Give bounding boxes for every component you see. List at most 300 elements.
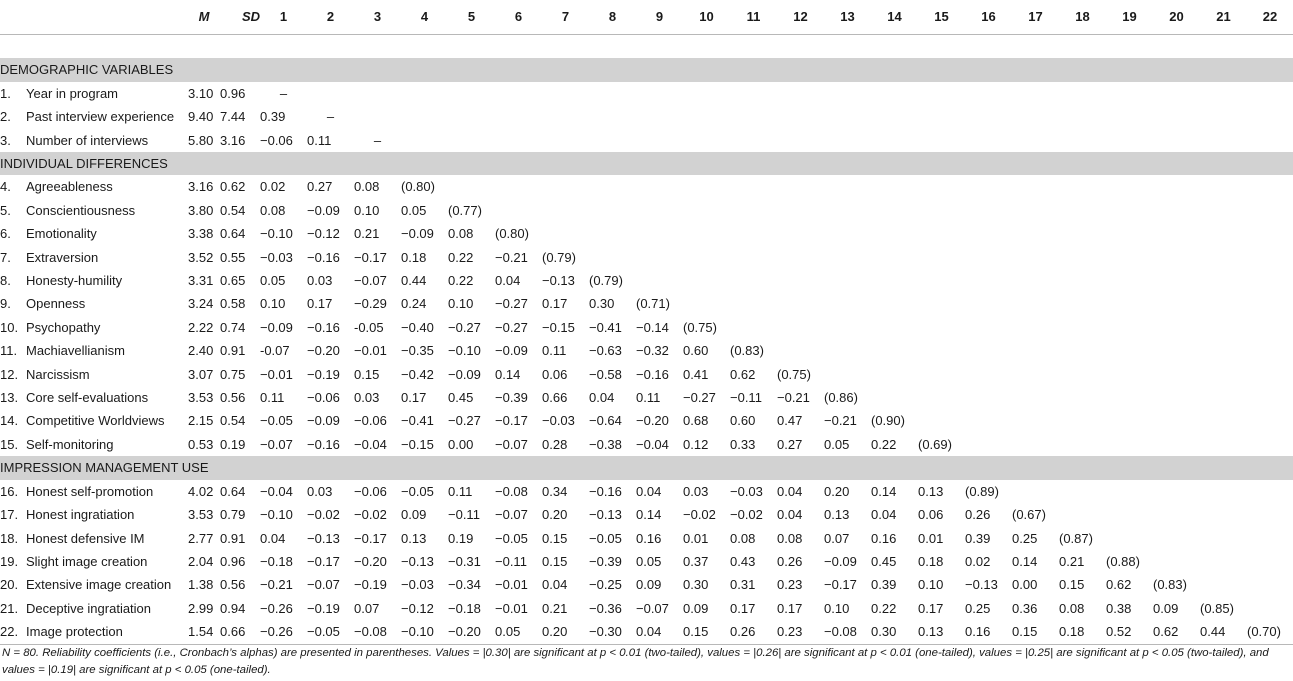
header-col-9: 9 — [636, 0, 683, 35]
mean-cell: 3.53 — [188, 390, 214, 406]
correlation-cell — [965, 409, 1012, 432]
table-row — [0, 339, 1293, 362]
variable-cell — [0, 573, 188, 596]
variable-cell — [0, 105, 188, 128]
correlation-cell — [1153, 292, 1200, 315]
correlation-cell: 0.09 — [1153, 600, 1179, 616]
correlation-cell — [1106, 386, 1153, 409]
correlation-cell: −0.05 — [401, 483, 434, 499]
correlation-cell: 0.04 — [777, 483, 803, 499]
correlation-cell: −0.30 — [589, 620, 636, 644]
correlation-cell — [777, 129, 824, 152]
correlation-cell — [918, 269, 965, 292]
variable-number: 20. — [0, 577, 19, 593]
correlation-cell: 0.20 — [542, 620, 589, 644]
correlation-cell: −0.17 — [824, 577, 857, 593]
correlation-cell: −0.17 — [307, 553, 340, 569]
mean-cell: 1.54 — [188, 620, 220, 644]
correlation-cell: −0.01 — [495, 600, 528, 616]
correlation-cell — [589, 82, 636, 105]
correlation-cell — [1012, 105, 1059, 128]
correlation-cell: 0.04 — [636, 483, 662, 499]
correlation-cell: 0.10 — [918, 577, 944, 593]
correlation-cell: 0.04 — [777, 507, 803, 523]
correlation-cell: 0.08 — [448, 226, 474, 242]
correlation-cell: 0.04 — [871, 507, 897, 523]
correlation-cell — [777, 269, 824, 292]
correlation-cell: −0.04 — [636, 436, 669, 452]
variable-name: Extensive image creation — [26, 577, 172, 593]
correlation-cell: 0.24 — [401, 296, 427, 312]
correlation-cell — [918, 129, 965, 152]
correlation-cell — [1247, 199, 1293, 222]
correlation-cell — [683, 222, 730, 245]
header-col-8: 8 — [589, 0, 636, 35]
correlation-cell — [965, 129, 1012, 152]
correlation-cell: 0.66 — [542, 390, 568, 406]
correlation-cell: 0.18 — [918, 553, 944, 569]
correlation-cell — [730, 105, 777, 128]
correlation-cell — [824, 199, 871, 222]
correlation-cell — [1247, 339, 1293, 362]
correlation-cell — [1200, 316, 1247, 339]
correlation-cell — [871, 316, 918, 339]
correlation-cell: −0.16 — [636, 366, 669, 382]
correlation-cell: 0.22 — [871, 436, 897, 452]
correlation-cell: 0.06 — [918, 507, 944, 523]
sd-cell: 0.62 — [220, 179, 246, 195]
correlation-cell — [965, 292, 1012, 315]
correlation-cell: 0.44 — [1200, 620, 1247, 644]
sd-cell: 0.79 — [220, 507, 246, 523]
correlation-cell — [1247, 222, 1293, 245]
correlation-cell — [1247, 316, 1293, 339]
correlation-cell — [1153, 82, 1200, 105]
correlation-cell: 0.17 — [918, 600, 944, 616]
correlation-cell — [1059, 246, 1106, 269]
correlation-cell — [1200, 292, 1247, 315]
correlation-cell: (0.83) — [730, 343, 764, 359]
mean-cell: 3.24 — [188, 296, 214, 312]
correlation-cell — [683, 246, 730, 269]
correlation-cell — [965, 105, 1012, 128]
table-row — [0, 363, 1293, 386]
variable-cell — [0, 82, 188, 105]
correlation-cell: (0.86) — [824, 390, 858, 406]
correlation-cell — [965, 175, 1012, 198]
correlation-cell: −0.16 — [307, 436, 340, 452]
header-col-21: 21 — [1200, 0, 1247, 35]
correlation-cell — [1106, 433, 1153, 456]
sd-cell: 0.54 — [220, 413, 246, 429]
correlation-cell — [1247, 129, 1293, 152]
correlation-cell: 0.03 — [307, 483, 333, 499]
correlation-cell: −0.03 — [542, 413, 575, 429]
correlation-cell: (0.85) — [1200, 600, 1234, 616]
mean-cell: 3.80 — [188, 202, 214, 218]
correlation-cell — [636, 105, 683, 128]
variable-name: Extraversion — [26, 249, 99, 265]
correlation-cell: 0.15 — [542, 553, 568, 569]
correlation-cell — [1200, 222, 1247, 245]
correlation-cell: 0.07 — [354, 600, 380, 616]
correlation-cell — [1247, 409, 1293, 432]
table-row — [0, 386, 1293, 409]
correlation-cell: (0.75) — [777, 366, 811, 382]
table-row — [0, 480, 1293, 503]
header-col-6: 6 — [495, 0, 542, 35]
correlation-cell: 0.17 — [542, 296, 568, 312]
correlation-cell — [1059, 316, 1106, 339]
correlation-cell — [1059, 363, 1106, 386]
variable-name: Honesty-humility — [26, 273, 123, 289]
correlation-cell — [871, 199, 918, 222]
mean-cell: 9.40 — [188, 109, 214, 125]
sd-cell: 0.96 — [220, 553, 246, 569]
correlation-cell: 0.10 — [354, 202, 380, 218]
correlation-cell — [824, 269, 871, 292]
correlation-cell — [871, 363, 918, 386]
correlation-cell — [589, 129, 636, 152]
correlation-cell: 0.07 — [824, 530, 850, 546]
mean-cell: 3.53 — [188, 507, 214, 523]
correlation-cell — [1153, 129, 1200, 152]
variable-number: 2. — [0, 109, 11, 125]
correlation-cell — [871, 175, 918, 198]
correlation-cell: −0.58 — [589, 366, 622, 382]
correlation-cell — [918, 292, 965, 315]
correlation-cell: −0.15 — [401, 436, 434, 452]
correlation-cell: −0.25 — [589, 577, 622, 593]
correlation-cell — [683, 105, 730, 128]
variable-cell — [0, 339, 188, 362]
sd-cell: 0.75 — [220, 366, 246, 382]
correlation-cell — [354, 82, 401, 105]
correlation-cell: 0.14 — [495, 366, 521, 382]
sd-cell: 7.44 — [220, 109, 246, 125]
header-col-14: 14 — [871, 0, 918, 35]
correlation-cell: −0.06 — [307, 390, 340, 406]
correlation-cell — [730, 199, 777, 222]
correlation-cell — [1247, 269, 1293, 292]
correlation-cell: 0.30 — [589, 296, 615, 312]
correlation-cell — [777, 246, 824, 269]
header-col-2: 2 — [307, 0, 354, 35]
correlation-cell — [965, 363, 1012, 386]
correlation-cell — [871, 129, 918, 152]
correlation-cell — [1200, 550, 1247, 573]
table-row — [0, 503, 1293, 526]
correlation-cell: 0.17 — [307, 296, 333, 312]
correlation-cell: 0.52 — [1106, 620, 1153, 644]
correlation-cell: −0.09 — [495, 343, 528, 359]
correlation-cell: 0.21 — [542, 600, 568, 616]
correlation-cell — [965, 269, 1012, 292]
correlation-cell — [1012, 199, 1059, 222]
correlation-cell — [824, 129, 871, 152]
correlation-cell: (0.88) — [1106, 553, 1140, 569]
correlation-cell: 0.00 — [448, 436, 474, 452]
correlation-cell — [918, 199, 965, 222]
correlation-cell: −0.02 — [354, 507, 387, 523]
correlation-cell — [1153, 480, 1200, 503]
mean-cell: 3.31 — [188, 273, 214, 289]
correlation-cell: −0.07 — [354, 273, 387, 289]
table-row — [0, 292, 1293, 315]
correlation-cell: 0.27 — [307, 179, 333, 195]
header-col-4: 4 — [401, 0, 448, 35]
correlation-cell — [1012, 363, 1059, 386]
correlation-cell: 0.36 — [1012, 600, 1038, 616]
correlation-cell — [965, 199, 1012, 222]
section-header-row — [0, 58, 1293, 81]
table-row — [0, 82, 1293, 105]
sd-cell: 0.19 — [220, 436, 246, 452]
correlation-cell — [589, 105, 636, 128]
correlation-cell: 0.15 — [1012, 620, 1059, 644]
correlation-cell — [965, 386, 1012, 409]
correlation-cell: −0.08 — [824, 620, 871, 644]
correlation-cell: 0.31 — [730, 577, 756, 593]
correlation-cell — [1012, 222, 1059, 245]
correlation-cell — [918, 246, 965, 269]
variable-name: Deceptive ingratiation — [26, 600, 152, 616]
variable-name: Number of interviews — [26, 132, 149, 148]
correlation-cell: −0.16 — [589, 483, 622, 499]
mean-cell: 3.38 — [188, 226, 214, 242]
correlation-cell — [918, 316, 965, 339]
correlation-cell: (0.77) — [448, 202, 482, 218]
variable-cell — [0, 503, 188, 526]
correlation-cell: 0.04 — [542, 577, 568, 593]
correlation-cell — [1153, 503, 1200, 526]
mean-cell: 1.38 — [188, 577, 214, 593]
correlation-cell: −0.34 — [448, 577, 481, 593]
table-body — [0, 35, 1293, 645]
correlation-cell: 0.11 — [307, 132, 332, 148]
correlation-cell — [1012, 129, 1059, 152]
table-row — [0, 620, 1293, 644]
correlation-cell: 0.22 — [871, 600, 897, 616]
variable-number: 18. — [0, 530, 19, 546]
variable-number: 21. — [0, 600, 19, 616]
variable-number: 19. — [0, 553, 19, 569]
variable-name: Past interview experience — [26, 109, 175, 125]
correlation-cell: 0.60 — [730, 413, 756, 429]
correlation-cell — [1247, 550, 1293, 573]
variable-number: 22. — [0, 624, 19, 640]
correlation-cell: 0.11 — [260, 390, 285, 406]
correlation-cell — [1247, 503, 1293, 526]
correlation-cell: −0.21 — [495, 249, 528, 265]
correlation-cell — [1200, 269, 1247, 292]
variable-number: 15. — [0, 436, 19, 452]
correlation-cell: 0.02 — [260, 179, 286, 195]
table-row — [0, 222, 1293, 245]
correlation-cell — [401, 105, 448, 128]
correlation-cell — [1153, 175, 1200, 198]
correlation-cell: 0.03 — [683, 483, 709, 499]
correlation-cell — [683, 292, 730, 315]
correlation-cell: −0.06 — [354, 413, 387, 429]
correlation-cell — [1106, 82, 1153, 105]
correlation-cell: (0.87) — [1059, 530, 1093, 546]
correlation-cell: 0.20 — [542, 507, 568, 523]
variable-cell — [0, 246, 188, 269]
correlation-cell: (0.90) — [871, 413, 905, 429]
mean-cell: 0.53 — [188, 436, 214, 452]
correlation-cell: 0.09 — [636, 577, 662, 593]
variable-cell — [0, 129, 188, 152]
variable-number: 10. — [0, 319, 19, 335]
mean-cell: 2.22 — [188, 319, 214, 335]
correlation-cell: 0.39 — [871, 577, 897, 593]
correlation-cell: 0.25 — [965, 600, 991, 616]
correlation-cell: −0.41 — [589, 319, 622, 335]
correlation-cell: −0.12 — [307, 226, 340, 242]
correlation-cell — [1106, 316, 1153, 339]
correlation-cell: 0.02 — [965, 553, 991, 569]
correlation-cell: −0.26 — [260, 620, 307, 644]
correlation-cell — [1012, 409, 1059, 432]
correlation-cell: −0.17 — [354, 530, 387, 546]
correlation-cell — [777, 222, 824, 245]
correlation-cell — [1059, 222, 1106, 245]
correlation-cell — [1153, 386, 1200, 409]
correlation-cell: −0.27 — [683, 390, 716, 406]
header-col-20: 20 — [1153, 0, 1200, 35]
correlation-cell: 0.04 — [495, 273, 521, 289]
spacer-row — [0, 35, 1293, 59]
header-col-11: 11 — [730, 0, 777, 35]
correlation-cell: 0.44 — [401, 273, 427, 289]
correlation-cell: −0.13 — [589, 507, 622, 523]
correlation-cell — [1153, 339, 1200, 362]
correlation-cell — [824, 292, 871, 315]
section-title: INDIVIDUAL DIFFERENCES — [0, 152, 1293, 175]
correlation-cell: −0.03 — [260, 249, 293, 265]
sd-cell: 0.54 — [220, 202, 246, 218]
correlation-cell — [1106, 175, 1153, 198]
correlation-cell — [871, 222, 918, 245]
correlation-cell: (0.70) — [1247, 620, 1293, 644]
correlation-cell — [777, 199, 824, 222]
correlation-cell: 0.04 — [636, 620, 683, 644]
correlation-cell: −0.16 — [307, 249, 340, 265]
correlation-cell: −0.26 — [260, 600, 293, 616]
correlation-cell: 0.33 — [730, 436, 756, 452]
correlation-cell: −0.08 — [495, 483, 528, 499]
variable-cell — [0, 269, 188, 292]
correlation-cell — [636, 199, 683, 222]
correlation-cell — [1200, 363, 1247, 386]
correlation-cell — [1247, 597, 1293, 620]
correlation-cell — [1153, 363, 1200, 386]
correlation-cell: 0.28 — [542, 436, 568, 452]
correlation-cell — [1106, 339, 1153, 362]
correlation-cell — [918, 386, 965, 409]
correlation-cell — [683, 175, 730, 198]
mean-cell: 2.40 — [188, 343, 214, 359]
variable-cell — [0, 409, 188, 432]
correlation-cell: −0.10 — [260, 507, 293, 523]
correlation-cell — [683, 199, 730, 222]
correlation-cell: −0.05 — [307, 620, 354, 644]
correlation-cell — [1200, 503, 1247, 526]
mean-cell: 2.77 — [188, 530, 214, 546]
correlation-cell — [589, 246, 636, 269]
correlation-cell — [824, 82, 871, 105]
table-row — [0, 129, 1293, 152]
correlation-cell: −0.07 — [636, 600, 669, 616]
correlation-cell: −0.13 — [542, 273, 575, 289]
correlation-cell: 0.09 — [683, 600, 709, 616]
correlation-cell: 0.08 — [260, 202, 286, 218]
correlation-cell — [495, 105, 542, 128]
correlation-cell: 0.39 — [965, 530, 991, 546]
sd-cell: 0.66 — [220, 620, 260, 644]
correlation-cell: −0.01 — [260, 366, 293, 382]
correlation-cell: 0.23 — [777, 620, 824, 644]
header-col-16: 16 — [965, 0, 1012, 35]
table-row — [0, 246, 1293, 269]
table-row — [0, 573, 1293, 596]
correlation-cell: −0.11 — [448, 507, 480, 523]
correlation-cell — [1247, 82, 1293, 105]
table-row — [0, 527, 1293, 550]
correlation-cell — [1153, 409, 1200, 432]
correlation-cell: 0.45 — [448, 390, 474, 406]
correlation-cell — [401, 82, 448, 105]
correlation-cell: 0.47 — [777, 413, 803, 429]
correlation-cell: −0.13 — [307, 530, 340, 546]
correlation-cell: 0.20 — [824, 483, 850, 499]
variable-number: 11. — [0, 343, 18, 359]
correlation-cell: 0.11 — [636, 390, 661, 406]
correlation-cell — [1012, 433, 1059, 456]
table-row — [0, 105, 1293, 128]
correlation-cell — [1059, 409, 1106, 432]
correlation-cell — [1200, 527, 1247, 550]
correlation-cell: 0.34 — [542, 483, 568, 499]
correlation-cell — [683, 129, 730, 152]
correlation-cell: -0.07 — [260, 343, 290, 359]
correlation-cell: 0.11 — [448, 483, 473, 499]
correlation-cell: 0.13 — [918, 620, 965, 644]
variable-name: Self-monitoring — [26, 436, 114, 452]
section-header-row — [0, 456, 1293, 479]
correlation-cell: 0.15 — [542, 530, 568, 546]
table-row — [0, 550, 1293, 573]
correlation-cell: 0.27 — [777, 436, 803, 452]
correlation-cell: −0.09 — [401, 226, 434, 242]
correlation-cell — [918, 363, 965, 386]
variable-cell — [0, 550, 188, 573]
correlation-cell — [1153, 550, 1200, 573]
correlation-cell: −0.19 — [307, 366, 340, 382]
correlation-cell — [1200, 386, 1247, 409]
correlation-cell: −0.27 — [495, 296, 528, 312]
correlation-cell: −0.01 — [354, 343, 387, 359]
correlation-cell — [965, 222, 1012, 245]
correlation-cell — [1059, 129, 1106, 152]
correlation-cell: 0.37 — [683, 553, 709, 569]
correlation-cell: 0.16 — [965, 620, 1012, 644]
correlation-cell — [448, 129, 495, 152]
correlation-cell: 0.22 — [448, 249, 474, 265]
correlation-cell — [636, 246, 683, 269]
correlation-cell — [636, 129, 683, 152]
